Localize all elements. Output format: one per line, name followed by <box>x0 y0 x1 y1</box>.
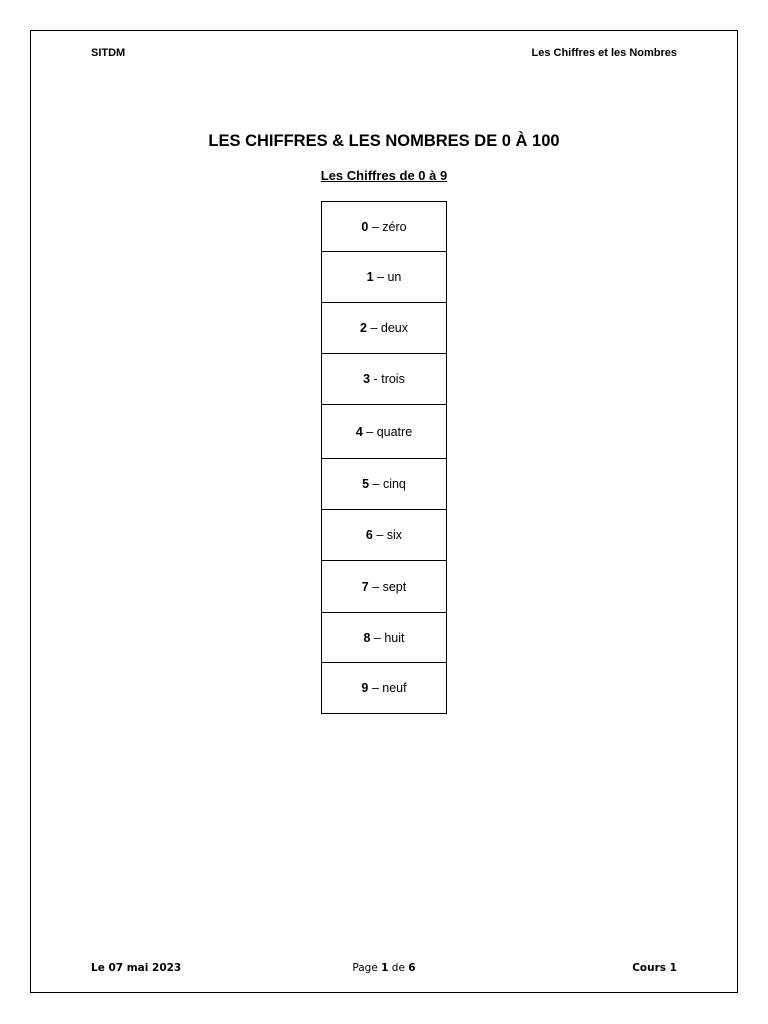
digit-cell <box>322 303 447 354</box>
page-current: 1 <box>381 962 389 974</box>
digit-cell <box>322 252 447 303</box>
digit-cell <box>322 561 447 613</box>
document-page <box>30 30 738 993</box>
page-total: 6 <box>408 962 416 974</box>
digit-row <box>322 459 447 510</box>
digit-word: sept <box>382 579 407 594</box>
digit-number: 4 <box>355 424 363 439</box>
digit-row <box>322 354 447 405</box>
digit-number: 7 <box>361 579 369 594</box>
footer-date: Le 07 mai 2023 <box>91 962 182 974</box>
digit-separator: – <box>366 321 381 335</box>
digit-separator: - <box>370 372 382 386</box>
digits-table <box>321 201 447 714</box>
digit-separator: – <box>368 681 383 695</box>
digit-word: cinq <box>382 477 406 491</box>
digit-number: 6 <box>365 528 373 542</box>
footer-page-number <box>31 962 737 974</box>
digit-number: 2 <box>360 321 367 335</box>
digit-word: huit <box>384 630 405 645</box>
digit-row <box>322 405 447 459</box>
digit-separator: – <box>372 528 387 542</box>
digit-separator: – <box>368 579 383 594</box>
digit-row <box>322 561 447 613</box>
digit-separator: – <box>373 270 388 284</box>
digit-row <box>322 613 447 663</box>
digit-number: 9 <box>361 681 369 695</box>
digit-word: deux <box>380 321 408 335</box>
digit-cell <box>322 202 447 252</box>
digit-number: 5 <box>362 477 370 491</box>
digit-number: 1 <box>366 270 374 284</box>
digit-cell <box>322 354 447 405</box>
digit-word: un <box>387 270 402 284</box>
section-subtitle: Les Chiffres de 0 à 9 <box>320 168 448 183</box>
digit-separator: – <box>368 219 383 234</box>
digit-separator: – <box>369 477 383 491</box>
digit-word: quatre <box>376 424 413 439</box>
digit-word: trois <box>381 372 405 386</box>
digit-cell <box>322 459 447 510</box>
footer-course: Cours 1 <box>632 962 677 974</box>
digit-word: neuf <box>382 681 407 695</box>
header-doc-title: Les Chiffres et les Nombres <box>531 47 677 59</box>
page-title: LES CHIFFRES & LES NOMBRES DE 0 À 100 <box>208 132 560 150</box>
digit-row <box>322 510 447 561</box>
digit-row <box>322 303 447 354</box>
digit-cell <box>322 663 447 714</box>
page-prefix: Page <box>352 962 382 974</box>
digit-number: 8 <box>363 630 371 645</box>
page-middle: de <box>388 962 409 974</box>
digit-separator: – <box>362 424 377 439</box>
digit-row <box>322 252 447 303</box>
digit-row <box>322 663 447 714</box>
digit-number: 3 <box>363 372 371 386</box>
digit-cell <box>322 510 447 561</box>
digit-cell <box>322 405 447 459</box>
digit-word: zéro <box>382 219 407 234</box>
digit-word: six <box>386 528 403 542</box>
header-org: SITDM <box>91 47 126 59</box>
digit-cell <box>322 613 447 663</box>
digit-number: 0 <box>361 219 369 234</box>
digit-row <box>322 202 447 252</box>
digit-separator: – <box>370 630 385 645</box>
